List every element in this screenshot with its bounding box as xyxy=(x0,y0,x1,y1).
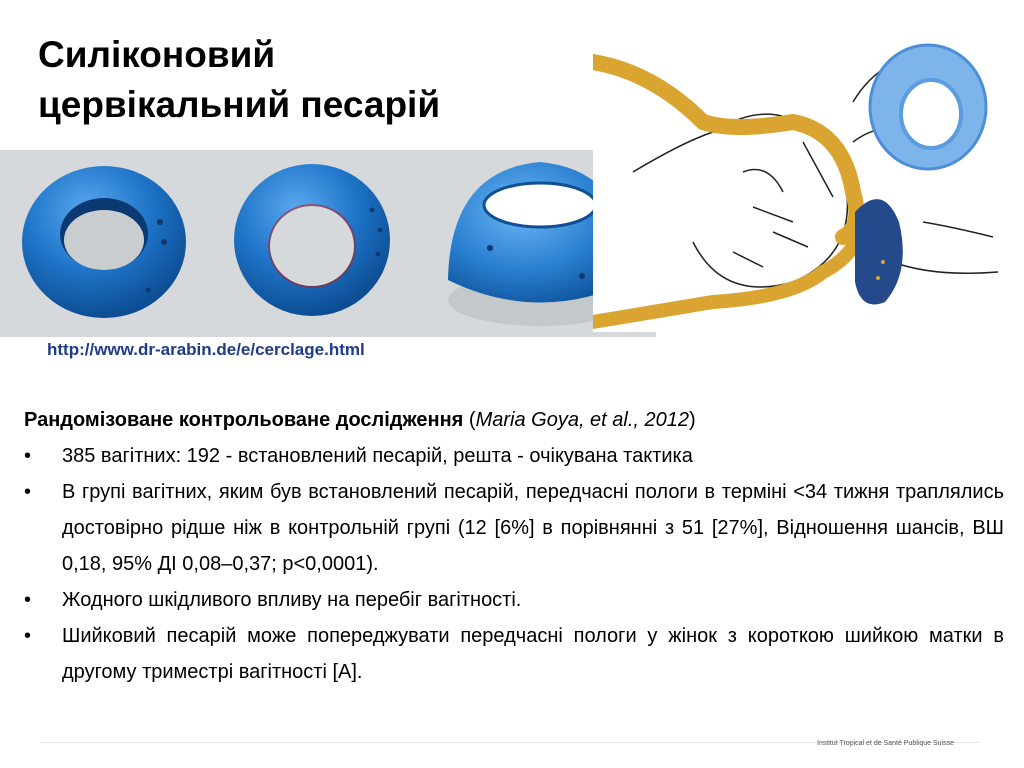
pessary-1 xyxy=(22,166,186,318)
anatomy-diagram xyxy=(593,22,1003,332)
slide-body xyxy=(24,402,1004,690)
slide-title xyxy=(38,30,440,130)
bullet-item xyxy=(24,618,1004,690)
bullet-list xyxy=(24,438,1004,690)
bullet-dot: • xyxy=(24,625,32,647)
pessary-photo-graphic xyxy=(0,150,656,337)
source-link[interactable]: http://www.dr-arabin.de/e/cerclage.html xyxy=(47,340,365,359)
anatomy-diagram-graphic xyxy=(593,22,1003,332)
bullet-item xyxy=(24,438,1004,474)
bullet-item xyxy=(24,474,1004,582)
bullet-item xyxy=(24,582,1004,618)
bullet-text: 385 вагітних: 192 - встановлений песарій, решта - очікувана тактика xyxy=(62,445,693,467)
title-line-1: Силіконовий xyxy=(38,34,276,75)
bullet-text: Шийковий песарій може попереджувати передчасні пологи у жінок з короткою шийкою матки в другому триместрі вагітності [A]. xyxy=(62,625,1004,683)
study-heading-text: Рандомізоване контрольоване дослідження xyxy=(24,409,464,431)
pessary-2 xyxy=(234,164,390,316)
title-line-2: цервікальний песарій xyxy=(38,84,441,125)
bullet-dot: • xyxy=(24,589,32,611)
study-heading xyxy=(24,402,1004,438)
bullet-dot: • xyxy=(24,445,32,467)
footer-logo-text: Institut Tropical et de Santé Publique Suisse xyxy=(817,740,954,747)
bullet-text: В групі вагітних, яким був встановлений песарій, передчасні пологи в терміні <34 тижня траплялись достовірно рідше ніж в контрольній групі (12 [6%] в порівнянні з 51 [27%], Відношення шансів, ВШ 0,18, 95% ДІ 0,08–0,37; p<0,0001). xyxy=(62,481,1004,575)
study-citation: Maria Goya, et al., 2012 xyxy=(475,409,690,431)
paren-open: ( xyxy=(463,409,476,431)
pessary-photo xyxy=(0,150,656,337)
paren-close: ) xyxy=(689,409,696,431)
bullet-dot: • xyxy=(24,481,32,503)
bullet-text: Жодного шкідливого впливу на перебіг вагітності. xyxy=(62,589,522,611)
light-blue-pessary-ring xyxy=(870,45,986,169)
